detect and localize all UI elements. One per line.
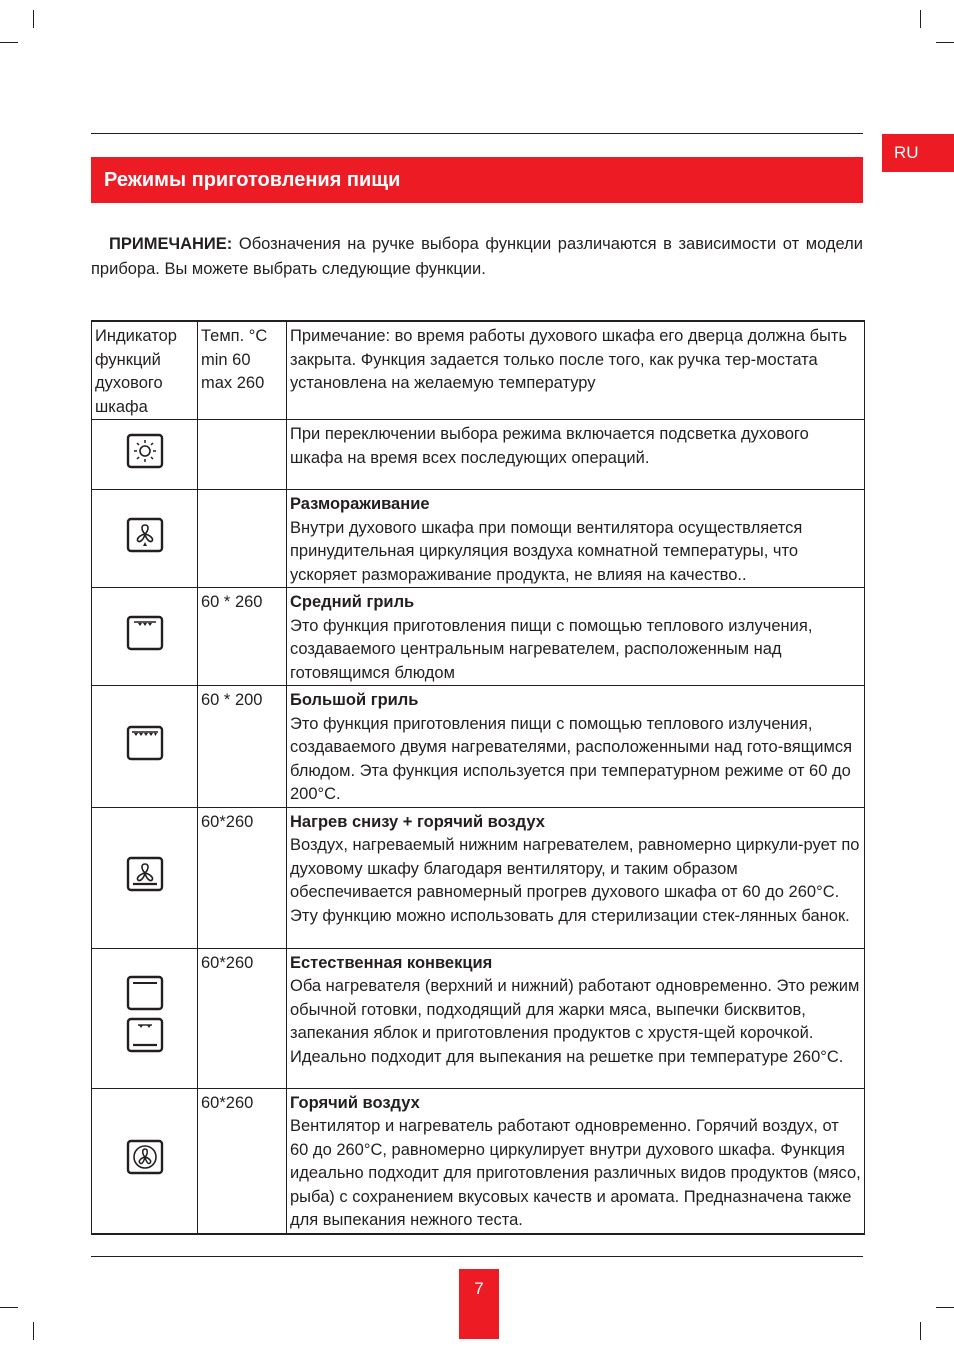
mode-title: Размораживание bbox=[290, 495, 430, 513]
mode-description bbox=[287, 1088, 865, 1234]
crop-mark bbox=[33, 1322, 34, 1340]
mode-title: Средний гриль bbox=[290, 593, 415, 611]
table-row bbox=[92, 948, 865, 1088]
header-indicator: Индикатор функций духового шкафа bbox=[92, 321, 198, 420]
header-temp-max: max 260 bbox=[201, 374, 265, 392]
mode-icon-cell bbox=[92, 807, 198, 948]
mode-description bbox=[287, 807, 865, 948]
mode-text: Это функция приготовления пищи с помощью теплового излучения, создаваемого центральным нагревателем, расположенным над готовящимся блюдом bbox=[290, 616, 813, 682]
bottom-heater-icon bbox=[126, 1017, 164, 1053]
note-label: ПРИМЕЧАНИЕ: bbox=[109, 235, 233, 253]
table-row bbox=[92, 686, 865, 808]
mode-temp bbox=[198, 420, 287, 490]
language-tab: RU bbox=[882, 134, 954, 172]
top-rule bbox=[91, 133, 863, 134]
crop-mark bbox=[0, 1307, 18, 1308]
mode-description bbox=[287, 948, 865, 1088]
mode-text: При переключении выбора режима включается подсветка духового шкафа на время всех последующих операций. bbox=[290, 425, 809, 467]
hot-air-icon bbox=[126, 1133, 164, 1181]
mode-temp bbox=[198, 490, 287, 588]
large-grill-icon bbox=[126, 719, 164, 767]
mode-icon-cell bbox=[92, 420, 198, 490]
bottom-rule bbox=[91, 1256, 863, 1257]
header-temp-unit: Темп. °С bbox=[201, 327, 268, 345]
mode-icon-cell bbox=[92, 948, 198, 1088]
mode-text: Воздух, нагреваемый нижним нагревателем, равномерно циркули-рует по духовому шкафу благодаря вентилятору, и таким образом обеспечивается равномерный прогрев духового шкафа от 60 до 260°С. Эту функцию можно использовать для стерилизации стек-лянных банок. bbox=[290, 836, 860, 925]
mode-temp: 60 * 260 bbox=[198, 588, 287, 686]
header-note: Примечание: во время работы духового шкафа его дверца должна быть закрыта. Функция задается только после того, как ручка тер-мостата установлена на желаемую температуру bbox=[287, 321, 865, 420]
bottom-heat-fan-icon bbox=[126, 850, 164, 898]
table-row bbox=[92, 420, 865, 490]
page-number: 7 bbox=[459, 1269, 499, 1339]
mode-temp: 60*260 bbox=[198, 807, 287, 948]
crop-mark bbox=[920, 10, 921, 28]
mode-temp: 60*260 bbox=[198, 1088, 287, 1234]
mode-icon-cell bbox=[92, 490, 198, 588]
note-text: Обозначения на ручке выбора функции различаются в зависимости от модели прибора. Вы можете выбрать следующие функции. bbox=[91, 235, 863, 278]
mode-title: Большой гриль bbox=[290, 691, 419, 709]
medium-grill-icon bbox=[126, 609, 164, 657]
crop-mark bbox=[936, 1307, 954, 1308]
crop-mark bbox=[33, 10, 34, 28]
mode-icon-cell bbox=[92, 686, 198, 808]
header-temp-min: min 60 bbox=[201, 350, 251, 369]
crop-mark bbox=[936, 42, 954, 43]
table-row bbox=[92, 588, 865, 686]
natural-convection-icon bbox=[126, 969, 164, 1059]
mode-title: Нагрев снизу + горячий воздух bbox=[290, 812, 545, 831]
functions-table bbox=[91, 320, 865, 1235]
mode-description bbox=[287, 588, 865, 686]
header-temp bbox=[198, 321, 287, 420]
mode-text: Оба нагревателя (верхний и нижний) работают одновременно. Это режим обычной готовки, подходящий для жарки мяса, выпечки бисквитов, запекания яблок и приготовления продуктов с хрустя-щей корочкой. Идеально подходит для выпекания на решетке при температуре 260°С. bbox=[290, 977, 860, 1066]
note-paragraph bbox=[91, 232, 863, 282]
table-row bbox=[92, 1088, 865, 1234]
top-heater-icon bbox=[126, 975, 164, 1011]
table-row bbox=[92, 807, 865, 948]
mode-description bbox=[287, 686, 865, 808]
mode-icon-cell bbox=[92, 1088, 198, 1234]
table-row bbox=[92, 490, 865, 588]
mode-icon-cell bbox=[92, 588, 198, 686]
mode-description bbox=[287, 490, 865, 588]
mode-title: Естественная конвекция bbox=[290, 953, 493, 972]
mode-description bbox=[287, 420, 865, 490]
oven-light-icon bbox=[126, 427, 164, 475]
mode-temp: 60 * 200 bbox=[198, 686, 287, 808]
defrost-fan-icon bbox=[126, 511, 164, 559]
mode-temp: 60*260 bbox=[198, 948, 287, 1088]
table-header-row bbox=[92, 321, 865, 420]
mode-text: Это функция приготовления пищи с помощью теплового излучения, создаваемого двумя нагревателями, расположенными над гото-вящимся блюдом. Эта функция используется при температурном режиме от 60 до 200°С. bbox=[290, 714, 853, 803]
crop-mark bbox=[0, 42, 18, 43]
crop-mark bbox=[920, 1322, 921, 1340]
mode-title: Горячий воздух bbox=[290, 1093, 420, 1112]
mode-text: Вентилятор и нагреватель работают одновременно. Горячий воздух, от 60 до 260°С, равномерно циркулирует внутри духового шкафа. Функция идеально подходит для приготовления различных видов продуктов (мясо, рыба) с сохранением вкусовых качеств и аромата. Предназначена также для выпекания нежного теста. bbox=[290, 1117, 861, 1229]
section-title: Режимы приготовления пищи bbox=[91, 157, 863, 203]
mode-text: Внутри духового шкафа при помощи вентилятора осуществляется принудительная циркуляция воздуха комнатной температуры, что ускоряет размораживание продукта, не влияя на качество.. bbox=[290, 518, 803, 584]
